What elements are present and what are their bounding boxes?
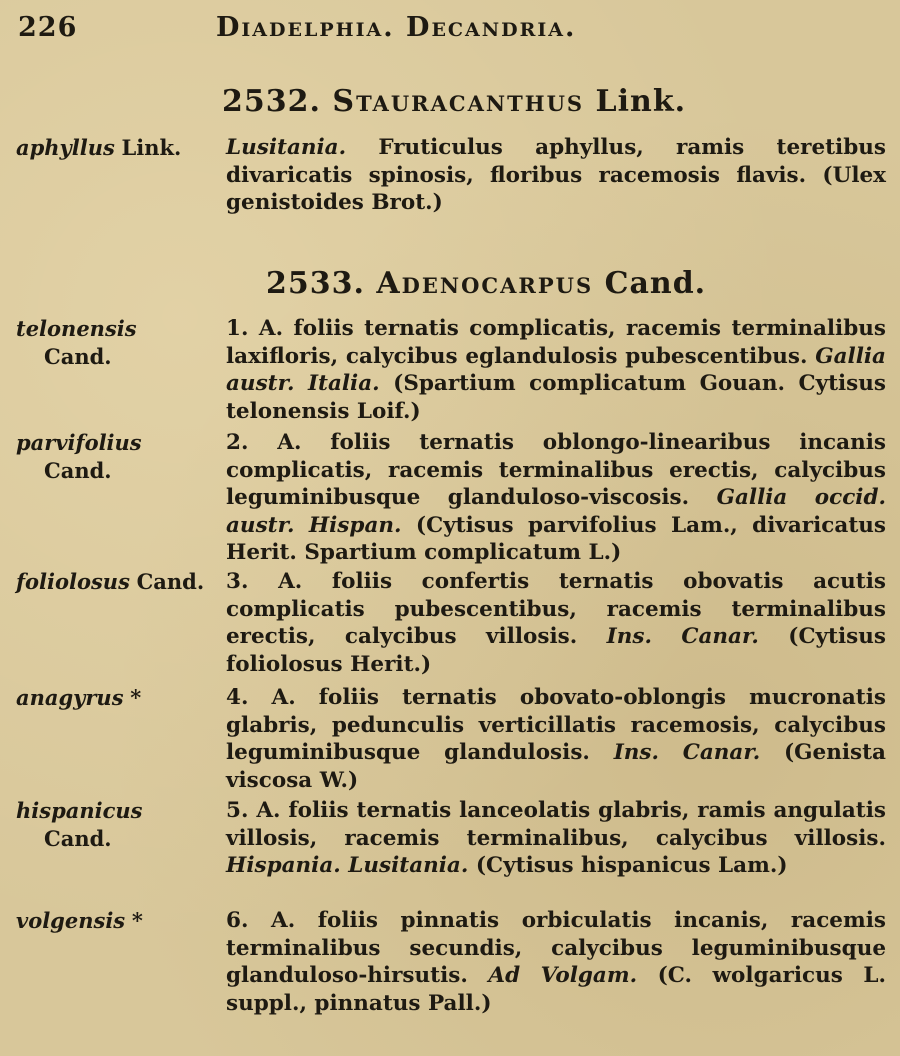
species-label-foliolosus [16,568,221,596]
species-epithet: hispanicus [16,798,143,823]
species-index: 2. [226,430,249,455]
species-author: Cand. [44,826,112,851]
locality: Ins. Canar. [606,624,759,650]
species-entry-telonensis [226,315,886,425]
species-label-volgensis [16,907,221,935]
species-author: * [130,685,142,710]
species-epithet: parvifolius [16,430,142,455]
genus-number: 2533. [266,266,365,301]
locality: Gallia occid. austr. Hispan. [226,485,886,538]
species-label-parvifolius [16,429,221,485]
synonyms: (Cytisus parvifolius Lam., divaricatus Herit. Spartium complicatum L.) [226,512,886,566]
locality: Lusitania. [226,135,347,160]
species-label-hispanicus [16,797,221,853]
species-index: 5. [226,798,249,823]
species-index: 4. [226,685,249,710]
species-epithet: aphyllus [16,135,115,160]
genus-author: Cand. [604,266,707,301]
page-header [18,8,880,48]
species-index: 3. [226,569,249,594]
synonyms: (Cytisus hispanicus Lam.) [475,853,788,879]
genus-name: Stauracanthus [332,84,585,119]
locality: Hispania. Lusitania. [226,853,469,879]
synonyms: (Spartium complicatum Gouan. Cytisus telonensis Loif.) [226,371,887,424]
species-label-aphyllus [16,134,221,162]
species-author: Cand. [44,344,112,369]
synonyms: (Cytisus foliolosus Herit.) [226,624,886,677]
species-index: 6. [226,908,249,933]
synonyms: (C. wolgaricus L. suppl., pinnatus Pall.) [226,963,886,1016]
species-entry-parvifolius [226,429,886,567]
species-description: A. foliis ternatis oblongo-linearibus incanis complicatis, racemis terminalibus erectis, calycibus leguminibusque glanduloso-viscosis. [226,430,886,511]
species-description: Fruticulus aphyllus, ramis teretibus divaricatis spinosis, floribus racemosis flavis. (Ulex genistoides Brot.) [226,135,886,216]
species-epithet: anagyrus [16,685,124,710]
species-index: 1. [226,316,249,341]
species-entry-foliolosus [226,568,886,678]
species-entry-hispanicus [226,797,886,880]
species-epithet: foliolosus [16,569,130,594]
genus-heading-adenocarpus [266,266,706,301]
species-entry-volgensis [226,907,886,1017]
species-entry-anagyrus [226,684,886,794]
synonyms: (Genista viscosa W.) [226,740,886,793]
page-number: 226 [18,12,78,43]
genus-author: Link. [595,84,687,119]
species-author: Link. [121,135,182,160]
species-author: Cand. [44,458,112,483]
species-label-anagyrus [16,684,221,712]
species-description: A. foliis ternatis complicatis, racemis terminalibus laxifloris, calycibus eglandulosis pubescentibus. [226,316,886,369]
genus-heading-stauracanthus [222,84,686,119]
species-epithet: volgensis [16,908,126,933]
species-entry-aphyllus [226,134,886,217]
species-epithet: telonensis [16,316,137,341]
species-description: A. foliis ternatis lanceolatis glabris, ramis angulatis villosis, racemis terminalibus, calycibus villosis. [226,798,886,851]
genus-number: 2532. [222,84,321,119]
species-label-telonensis [16,315,221,371]
species-description: A. foliis confertis ternatis obovatis acutis complicatis pubescentibus, racemis terminalibus erectis, calycibus villosis. [226,569,886,650]
species-description: A. foliis ternatis obovato-oblongis mucronatis glabris, pedunculis verticillatis racemosis, calycibus leguminibusque glandulosis. [226,685,886,766]
species-author: Cand. [136,569,205,594]
species-author: * [131,908,143,933]
locality: Ad Volgam. [488,963,638,989]
species-description: A. foliis pinnatis orbiculatis incanis, racemis terminalibus secundis, calycibus leguminibusque glanduloso-hirsutis. [226,908,886,989]
running-head: Diadelphia. Decandria. [216,12,577,43]
locality: Ins. Canar. [613,740,761,766]
locality: Gallia austr. Italia. [226,343,886,397]
genus-name: Adenocarpus [376,266,594,301]
